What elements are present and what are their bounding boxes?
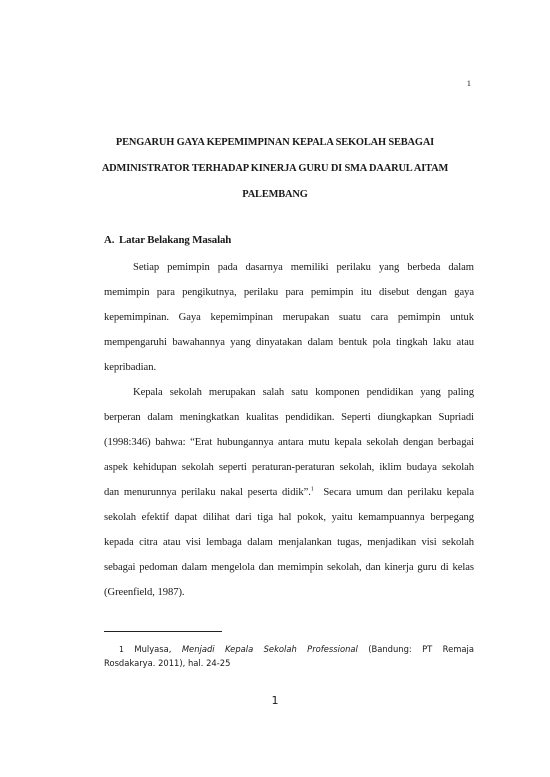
paragraph-1-line-5: kepribadian. <box>104 362 157 373</box>
paragraph-1-line-3: kepemimpinan. Gaya kepemimpinan merupakan suatu cara pemimpin untuk <box>104 312 474 323</box>
title-line-1: PENGARUH GAYA KEPEMIMPINAN KEPALA SEKOLAH SEBAGAI <box>115 137 435 148</box>
section-title: Latar Belakang Masalah <box>119 234 232 246</box>
footnote-book-title: Menjadi Kepala Sekolah Professional <box>181 644 358 654</box>
footnote-divider <box>104 631 222 632</box>
footnote-publisher: (Bandung: PT Remaja <box>357 644 475 654</box>
footnote-ref[interactable]: 1 <box>310 486 314 493</box>
line-5-rest: Secara umum dan perilaku kepala <box>313 487 474 498</box>
quote-end-text: dan menurunnya perilaku nakal peserta didik”. <box>104 487 311 498</box>
title-line-3: PALEMBANG <box>242 189 308 200</box>
paragraph-2-line-9: (Greenfield, 1987). <box>104 587 185 598</box>
footnote-line-1 <box>119 644 474 654</box>
paragraph-1-line-2: memimpin para pengikutnya, perilaku para pemimpin itu disebut dengan gaya <box>104 287 474 298</box>
footnote-line-2: Rosdakarya. 2011), hal. 24-25 <box>104 658 231 668</box>
paragraph-2-line-3: (1998:346) bahwa: “Erat hubungannya antara mutu kepala sekolah dengan berbagai <box>104 437 474 448</box>
paragraph-2-line-4: aspek kehidupan sekolah seperti peraturan-peraturan sekolah, iklim budaya sekolah <box>104 462 474 473</box>
title-line-2: ADMINISTRATOR TERHADAP KINERJA GURU DI SMA DAARUL AITAM <box>101 163 449 174</box>
paragraph-1-line-4: mempengaruhi bawahannya yang dinyatakan dalam bentuk pola tingkah laku atau <box>104 337 474 348</box>
page-number-top: 1 <box>466 78 471 88</box>
paragraph-2-line-7: kepada citra atau visi lembaga dalam menjalankan tugas, menjadikan visi sekolah <box>104 537 474 548</box>
paragraph-1-line-1: Setiap pemimpin pada dasarnya memiliki perilaku yang berbeda dalam <box>133 262 474 273</box>
footnote-number: 1 <box>119 645 124 654</box>
footnote-author: Mulyasa, <box>123 644 182 654</box>
paragraph-2-line-2: berperan dalam meningkatkan kualitas pendidikan. Seperti diungkapkan Supriadi <box>104 412 474 423</box>
paragraph-2-line-1: Kepala sekolah merupakan salah satu komponen pendidikan yang paling <box>133 387 474 398</box>
section-heading <box>104 234 231 246</box>
paragraph-2-line-5 <box>104 487 474 498</box>
section-label: A. <box>104 234 115 246</box>
page-number-bottom: 1 <box>271 694 279 707</box>
paragraph-2-line-8: sebagai pedoman dalam mengelola dan memimpin sekolah, dan kinerja guru di kelas <box>104 562 474 573</box>
paragraph-2-line-6: sekolah efektif dapat dilihat dari tiga hal pokok, yaitu kemampuannya berpegang <box>104 512 474 523</box>
